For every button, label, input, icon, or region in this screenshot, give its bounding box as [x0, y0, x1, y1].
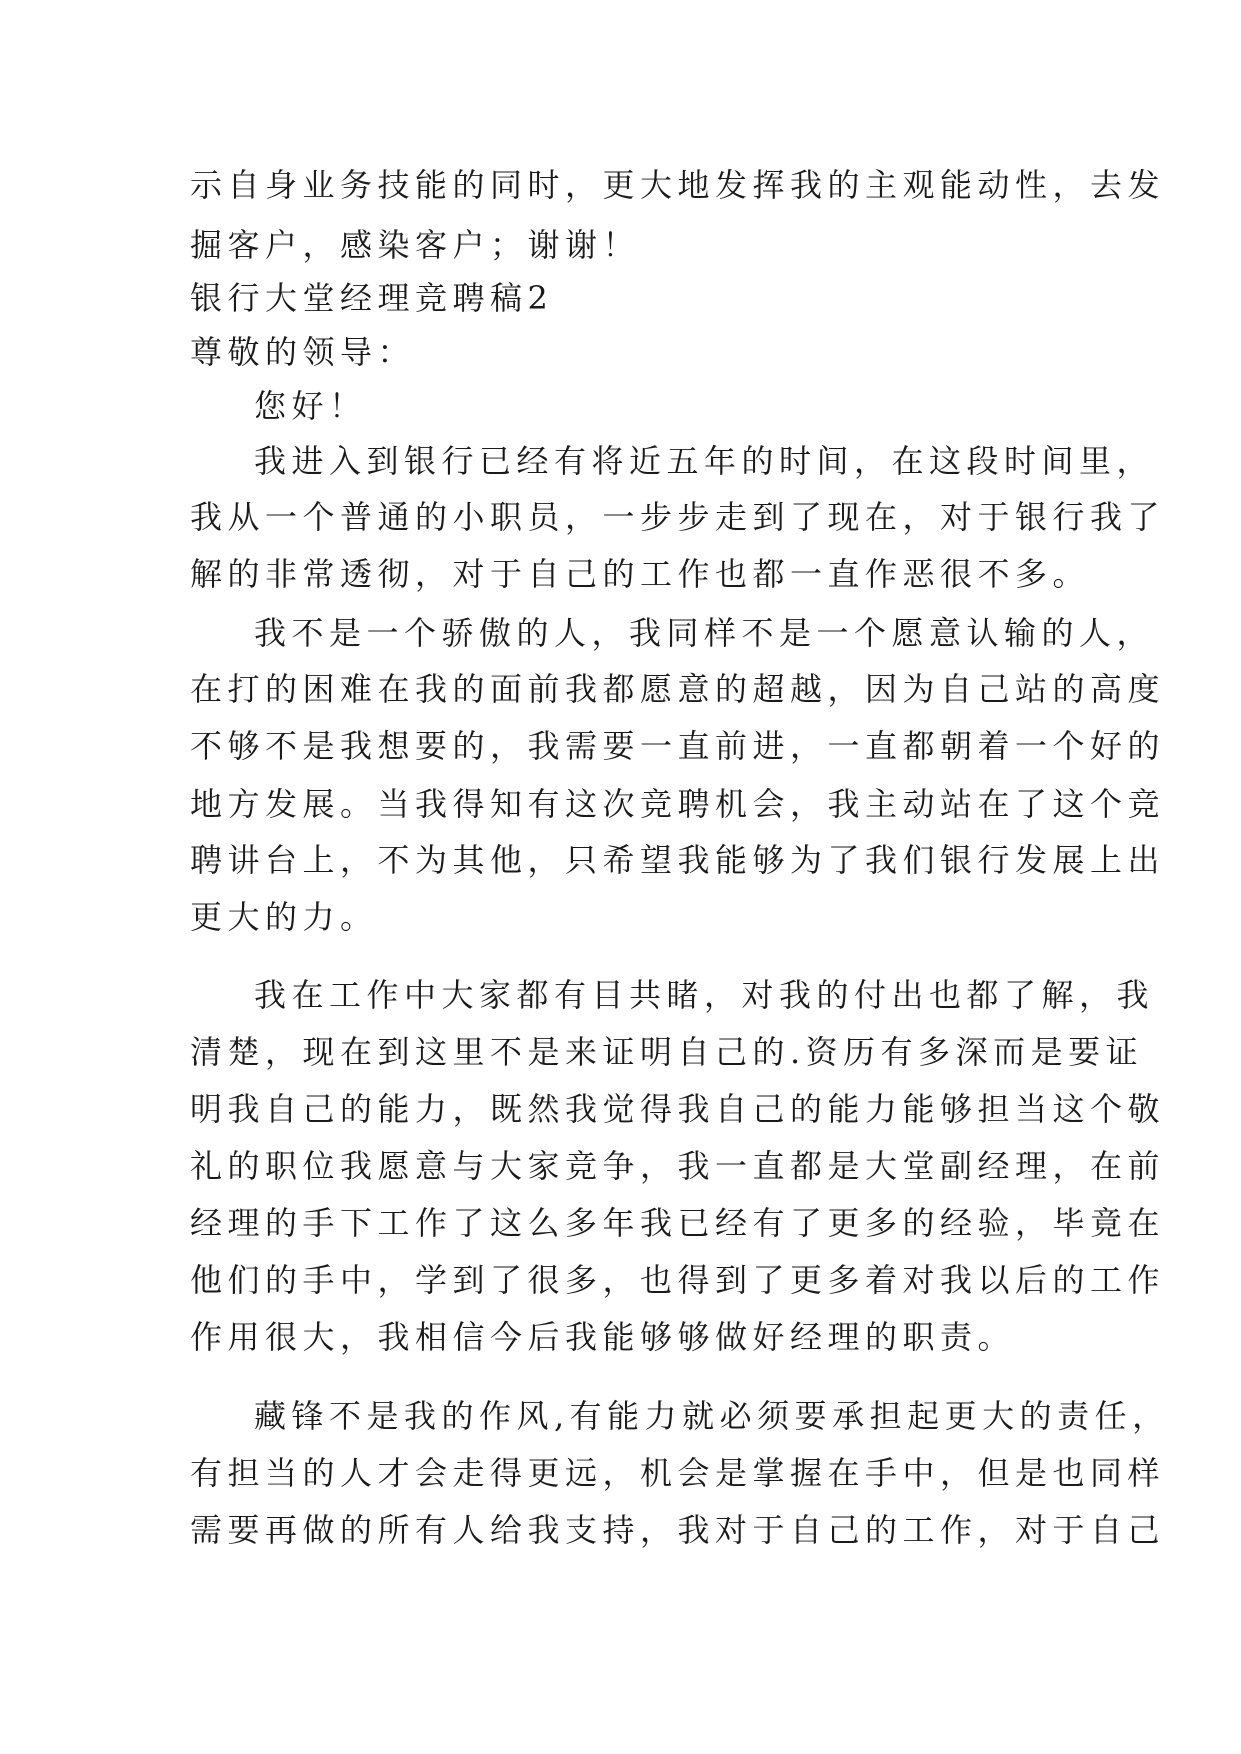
- greeting: 您好！: [254, 387, 367, 425]
- text-line: 掘客户，感染客户；谢谢！: [190, 226, 641, 264]
- text-line: 礼的职位我愿意与大家竞争，我一直都是大堂副经理，在前: [190, 1147, 1166, 1185]
- text-line: 更大的力。: [190, 898, 378, 936]
- text-line: 清楚，现在到这里不是来证明自己的.资历有多深而是要证: [190, 1033, 1144, 1071]
- section-title: 银行大堂经理竞聘稿2: [190, 279, 554, 317]
- salutation: 尊敬的领导：: [190, 333, 416, 371]
- text-line: 我进入到银行已经有将近五年的时间，在这段时间里，: [254, 442, 1155, 480]
- text-line: 经理的手下工作了这么多年我已经有了更多的经验，毕竟在: [190, 1204, 1166, 1242]
- text-line: 明我自己的能力，既然我觉得我自己的能力能够担当这个敬: [190, 1090, 1166, 1128]
- text-line: 我从一个普通的小职员，一步步走到了现在，对于银行我了: [190, 498, 1166, 536]
- text-line: 解的非常透彻，对于自己的工作也都一直作恶很不多。: [190, 555, 1091, 593]
- text-line: 有担当的人才会走得更远，机会是掌握在手中，但是也同样: [190, 1454, 1166, 1492]
- text-line: 藏锋不是我的作风,有能力就必须要承担起更大的责任，: [254, 1397, 1170, 1435]
- text-line: 他们的手中，学到了很多，也得到了更多着对我以后的工作: [190, 1261, 1166, 1299]
- text-line: 作用很大，我相信今后我能够够做好经理的职责。: [190, 1318, 1016, 1356]
- text-line: 在打的困难在我的面前我都愿意的超越，因为自己站的高度: [190, 670, 1166, 708]
- text-line: 示自身业务技能的同时，更大地发挥我的主观能动性，去发: [190, 166, 1166, 204]
- text-line: 地方发展。当我得知有这次竞聘机会，我主动站在了这个竞: [190, 785, 1166, 823]
- text-line: 我不是一个骄傲的人，我同样不是一个愿意认输的人，: [254, 614, 1155, 652]
- text-line: 需要再做的所有人给我支持，我对于自己的工作，对于自己: [190, 1511, 1166, 1549]
- text-line: 不够不是我想要的，我需要一直前进，一直都朝着一个好的: [190, 727, 1166, 765]
- text-line: 聘讲台上，不为其他，只希望我能够为了我们银行发展上出: [190, 841, 1166, 879]
- text-line: 我在工作中大家都有目共睹，对我的付出也都了解，我: [254, 976, 1155, 1014]
